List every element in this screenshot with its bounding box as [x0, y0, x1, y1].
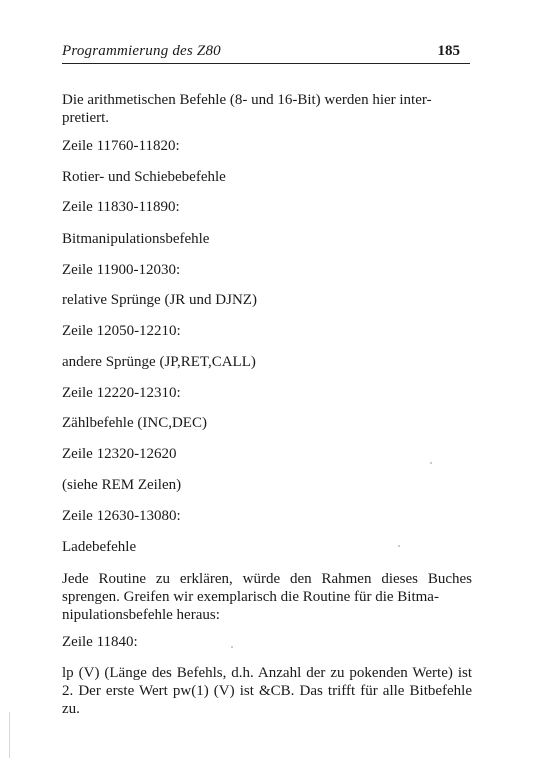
line-reference: Zeile 11760-11820: [62, 138, 180, 154]
scan-speck [430, 462, 432, 464]
routine-description: Zählbefehle (INC,DEC) [62, 415, 207, 431]
page-header [62, 41, 470, 64]
scan-speck [231, 646, 233, 648]
line-reference: Zeile 12630-13080: [62, 508, 181, 524]
line-reference: Zeile 11830-11890: [62, 199, 180, 215]
line-reference: Zeile 11840: [62, 634, 138, 650]
line-reference: Zeile 11900-12030: [62, 262, 181, 278]
page-number: 185 [437, 43, 460, 59]
routine-description: Bitmanipulationsbefehle [62, 231, 210, 247]
running-title: Programmierung des Z80 [62, 43, 221, 59]
routine-description: Rotier- und Schiebebefehle [62, 169, 226, 185]
paragraph-detail: lp (V) (Länge des Befehls, d.h. Anzahl der zu pokenden Werte) ist 2. Der erste Wert pw(1) (V) ist &CB. Das trifft für alle Bitbefehle zu. [62, 665, 472, 717]
scan-speck [398, 545, 400, 547]
line-reference: Zeile 12320-12620 [62, 446, 177, 462]
line-reference: Zeile 12220-12310: [62, 385, 181, 401]
scan-artifact [9, 712, 10, 758]
paragraph-explanation: Jede Routine zu erklären, würde den Rahmen dieses Buches sprengen. Greifen wir exemplarisch die Routine für die Bitma- nipulationsbefehle heraus: [62, 571, 472, 623]
routine-description: Ladebefehle [62, 539, 137, 555]
line-reference: Zeile 12050-12210: [62, 323, 181, 339]
routine-description: relative Sprünge (JR und DJNZ) [62, 292, 257, 308]
routine-description: (siehe REM Zeilen) [62, 477, 182, 493]
routine-description: andere Sprünge (JP,RET,CALL) [62, 354, 256, 370]
paragraph-intro: Die arithmetischen Befehle (8- und 16-Bit) werden hier inter- pretiert. [62, 92, 432, 126]
